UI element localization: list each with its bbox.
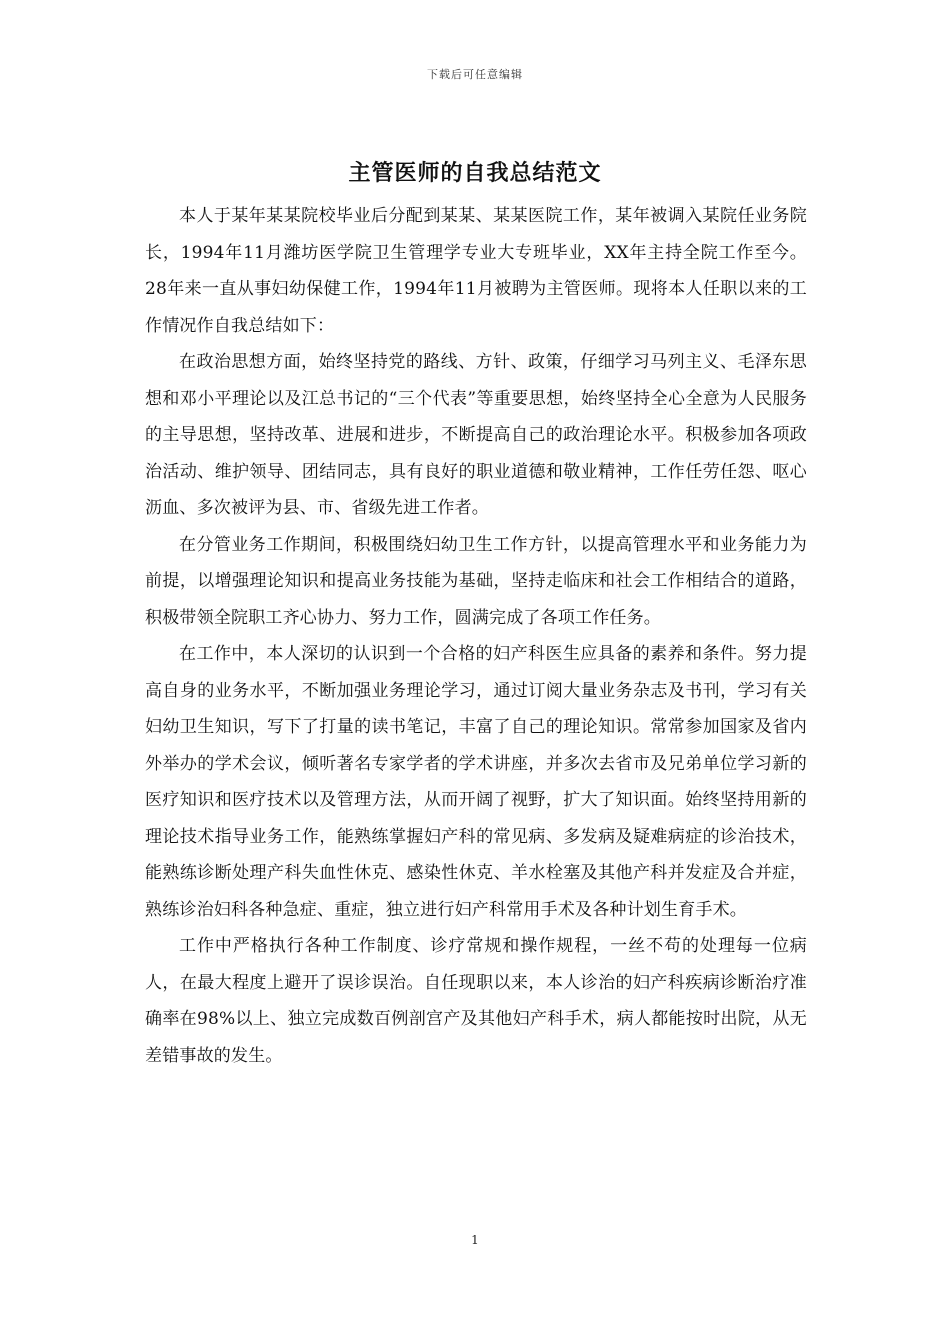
paragraph-practice: 工作中严格执行各种工作制度、诊疗常规和操作规程，一丝不苟的处理每一位病人，在最大程度上避开了误诊误治。自任现职以来，本人诊治的妇产科疾病诊断治疗准确率在98%以上、独立完成数百例剖宫产及其他妇产科手术，病人都能按时出院，从无差错事故的发生。 xyxy=(145,936,807,1066)
document-body xyxy=(145,198,807,1074)
paragraph-professional: 在工作中，本人深切的认识到一个合格的妇产科医生应具备的素养和条件。努力提高自身的业务水平，不断加强业务理论学习，通过订阅大量业务杂志及书刊，学习有关妇幼卫生知识，写下了打量的读书笔记，丰富了自己的理论知识。常常参加国家及省内外举办的学术会议，倾听著名专家学者的学术讲座，并多次去省市及兄弟单位学习新的医疗知识和医疗技术以及管理方法，从而开阔了视野，扩大了知识面。始终坚持用新的理论技术指导业务工作，能熟练掌握妇产科的常见病、多发病及疑难病症的诊治技术，能熟练诊断处理产科失血性休克、感染性休克、羊水栓塞及其他产科并发症及合并症，熟练诊治妇科各种急症、重症，独立进行妇产科常用手术及各种计划生育手术。 xyxy=(145,644,807,920)
document-title: 主管医师的自我总结范文 xyxy=(348,160,602,186)
header-note: 下载后可任意编辑 xyxy=(427,68,523,81)
paragraph-political: 在政治思想方面，始终坚持党的路线、方针、政策，仔细学习马列主义、毛泽东思想和邓小平理论以及江总书记的“三个代表”等重要思想，始终坚持全心全意为人民服务的主导思想，坚持改革、进展和进步，不断提高自己的政治理论水平。积极参加各项政治活动、维护领导、团结同志，具有良好的职业道德和敬业精神，工作任劳任怨、呕心沥血、多次被评为县、市、省级先进工作者。 xyxy=(145,352,807,518)
paragraph-intro: 本人于某年某某院校毕业后分配到某某、某某医院工作，某年被调入某院任业务院长，1994年11月潍坊医学院卫生管理学专业大专班毕业，XX年主持全院工作至今。28年来一直从事妇幼保健工作，1994年11月被聘为主管医师。现将本人任职以来的工作情况作自我总结如下： xyxy=(145,206,807,336)
page-number: 1 xyxy=(471,1233,479,1247)
paragraph-management: 在分管业务工作期间，积极围绕妇幼卫生工作方针，以提高管理水平和业务能力为前提，以增强理论知识和提高业务技能为基础，坚持走临床和社会工作相结合的道路，积极带领全院职工齐心协力、努力工作，圆满完成了各项工作任务。 xyxy=(145,534,807,628)
